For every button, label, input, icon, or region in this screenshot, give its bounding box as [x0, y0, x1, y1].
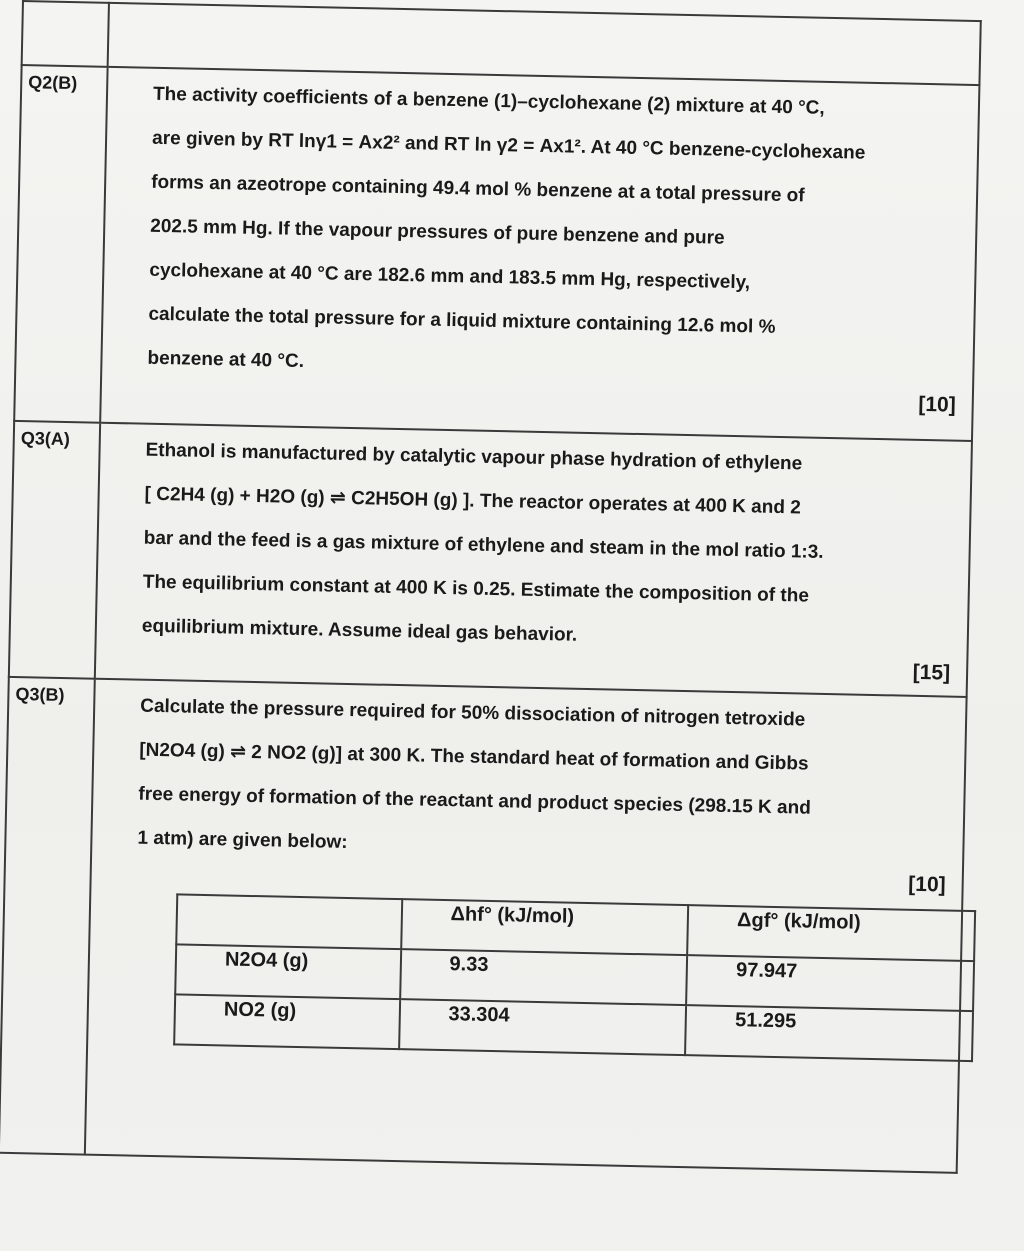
text-line: benzene at 40 °C.: [147, 347, 305, 372]
text-line: [ C2H4 (g) + H2O (g) ⇌ C2H5OH (g) ]. The reactor operates at 400 K and 2: [144, 483, 802, 519]
question-text: [141, 429, 954, 666]
question-body: [85, 679, 967, 1173]
question-row-q3a: [9, 421, 972, 697]
text-line: free energy of formation of the reactant and product species (298.15 K and: [138, 783, 812, 819]
text-line: equilibrium mixture. Assume ideal gas behavior.: [141, 615, 578, 646]
table-cell: 33.304: [399, 999, 687, 1055]
marks-label: [15]: [912, 660, 951, 685]
thermo-data-table: [173, 893, 976, 1062]
table-header-cell: Δgf° (kJ/mol): [687, 905, 975, 961]
text-line: are given by RT lnγ1 = Ax2² and RT ln γ2 = Ax1². At 40 °C benzene-cyclohexane: [151, 127, 866, 164]
table-header-cell: Δhf° (kJ/mol): [401, 899, 689, 955]
table-cell: 97.947: [686, 955, 974, 1011]
question-body: [100, 67, 979, 441]
text-line: 1 atm) are given below:: [137, 827, 348, 854]
table-cell: 9.33: [400, 949, 688, 1005]
table-cell: NO2 (g): [174, 994, 400, 1049]
header-cell-left: [22, 1, 109, 67]
marks-label: [10]: [918, 392, 956, 417]
question-body: [95, 423, 972, 697]
question-text: [147, 73, 962, 398]
text-line: cyclohexane at 40 °C are 182.6 mm and 183.5 mm Hg, respectively,: [149, 259, 751, 294]
question-number: Q3(A): [9, 421, 100, 679]
text-line: 202.5 mm Hg. If the vapour pressures of pure benzene and pure: [150, 215, 725, 249]
text-line: calculate the total pressure for a liquid mixture containing 12.6 mol %: [148, 303, 776, 338]
question-row-q3b: [0, 677, 967, 1173]
question-text: [137, 685, 950, 878]
text-line: Ethanol is manufactured by catalytic vapour phase hydration of ethylene: [145, 439, 803, 475]
table-header-cell: [176, 894, 402, 949]
marks-label: [10]: [908, 872, 946, 897]
text-line: The equilibrium constant at 400 K is 0.25. Estimate the composition of the: [142, 571, 810, 607]
text-line: Calculate the pressure required for 50% dissociation of nitrogen tetroxide: [140, 695, 806, 731]
question-number: Q3(B): [0, 677, 95, 1155]
table-cell: N2O4 (g): [175, 944, 401, 999]
question-row-q2b: [14, 65, 979, 441]
text-line: bar and the feed is a gas mixture of ethylene and steam in the mol ratio 1:3.: [143, 527, 824, 563]
text-line: [N2O4 (g) ⇌ 2 NO2 (g)] at 300 K. The standard heat of formation and Gibbs: [139, 739, 809, 775]
text-line: The activity coefficients of a benzene (1)–cyclohexane (2) mixture at 40 °C,: [152, 83, 825, 119]
text-line: forms an azeotrope containing 49.4 mol % benzene at a total pressure of: [150, 171, 805, 207]
table-cell: 51.295: [685, 1005, 973, 1061]
question-number: Q2(B): [14, 65, 107, 423]
